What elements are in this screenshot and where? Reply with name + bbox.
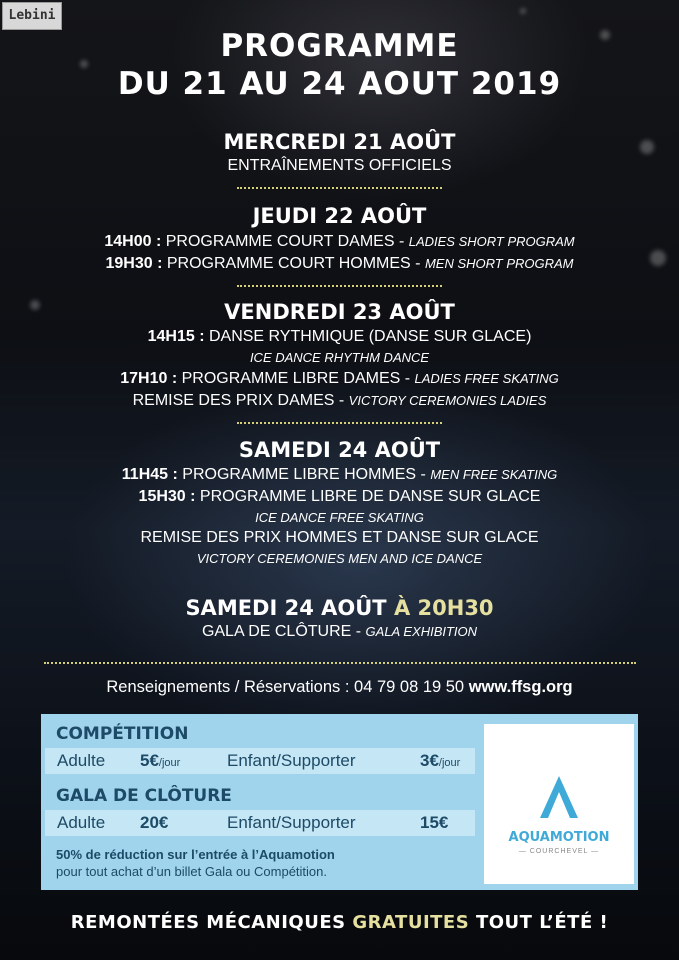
day-heading: JEUDI 22 AOÛT — [252, 204, 427, 228]
schedule-item — [0, 488, 679, 506]
item-fr: PROGRAMME LIBRE DE DANSE SUR GLACE — [199, 488, 541, 505]
item-fr: PROGRAMME COURT DAMES - — [165, 233, 405, 250]
item-time: 11H45 : — [121, 466, 178, 483]
contact-label: Renseignements / Réservations : 04 79 08 19 50 — [106, 678, 465, 696]
schedule-item-translation — [0, 509, 679, 527]
item-fr: DANSE RYTHMIQUE (DANSE SUR GLACE) — [208, 328, 532, 345]
aquamotion-logo-icon — [536, 774, 582, 820]
gala-pricing-heading: GALA DE CLÔTURE — [56, 786, 232, 806]
item-en: ICE DANCE FREE SKATING — [255, 510, 424, 525]
discount-note-text: pour tout achat d’un billet Gala ou Compétition. — [56, 864, 328, 879]
dotted-divider — [237, 422, 442, 424]
item-time: 14H15 : — [147, 328, 205, 345]
schedule-item — [0, 466, 679, 484]
schedule-item — [0, 370, 679, 388]
competition-heading: COMPÉTITION — [56, 724, 189, 744]
item-time: 15H30 : — [138, 488, 196, 505]
child-price: 3€/jour — [420, 751, 461, 770]
logo-name: AQUAMOTION — [508, 830, 610, 845]
schedule-item — [0, 529, 679, 547]
footer-banner — [0, 912, 679, 933]
child-price: 15€ — [420, 813, 449, 832]
day-heading: MERCREDI 21 AOÛT — [223, 130, 456, 154]
item-en: LADIES SHORT PROGRAM — [408, 234, 575, 249]
aquamotion-logo-box — [484, 724, 634, 884]
dotted-divider — [44, 662, 636, 664]
bokeh-light — [520, 8, 526, 14]
pricing-panel — [41, 714, 638, 890]
footer-text-2: TOUT L’ÉTÉ ! — [475, 912, 609, 933]
item-fr: PROGRAMME LIBRE HOMMES - — [182, 466, 426, 483]
item-en: VICTORY CEREMONIES MEN AND ICE DANCE — [196, 551, 483, 566]
schedule-item — [0, 233, 679, 251]
item-en: ICE DANCE RHYTHM DANCE — [249, 350, 430, 365]
dotted-divider — [237, 187, 442, 189]
contact-info — [0, 678, 679, 697]
competition-price-row — [45, 748, 475, 774]
schedule-item — [0, 392, 679, 410]
item-en: GALA EXHIBITION — [365, 624, 478, 639]
schedule-item — [0, 328, 679, 346]
child-label: Enfant/Supporter — [227, 813, 356, 832]
schedule-item — [0, 623, 679, 641]
schedule-item — [0, 255, 679, 273]
page-subtitle: DU 21 AU 24 AOUT 2019 — [117, 66, 562, 102]
schedule-item-translation — [0, 349, 679, 367]
day-heading: SAMEDI 24 AOÛT — [238, 438, 441, 462]
item-en: LADIES FREE SKATING — [414, 371, 559, 386]
day-heading: SAMEDI 24 AOÛT — [185, 596, 387, 620]
discount-note-bold: 50% de réduction sur l’entrée à l’Aquamotion — [56, 847, 335, 862]
adult-price: 20€ — [140, 813, 169, 832]
item-fr: ENTRAÎNEMENTS OFFICIELS — [227, 157, 452, 174]
footer-highlight: GRATUITES — [352, 912, 470, 933]
item-en: MEN FREE SKATING — [430, 467, 558, 482]
footer-text-1: REMONTÉES MÉCANIQUES — [70, 912, 346, 933]
dotted-divider — [237, 285, 442, 287]
gala-heading — [0, 596, 679, 620]
child-label: Enfant/Supporter — [227, 751, 356, 770]
schedule-item — [0, 157, 679, 175]
logo-subtitle: — COURCHEVEL — — [518, 848, 600, 855]
item-en: VICTORY CEREMONIES LADIES — [348, 393, 547, 408]
item-fr: PROGRAMME COURT HOMMES - — [166, 255, 421, 272]
page-title: PROGRAMME — [220, 28, 459, 64]
item-time: 17H10 : — [120, 370, 178, 387]
item-fr: PROGRAMME LIBRE DAMES - — [181, 370, 411, 387]
item-time: 19H30 : — [105, 255, 163, 272]
discount-note — [56, 846, 335, 880]
item-en: MEN SHORT PROGRAM — [424, 256, 574, 271]
schedule-item-translation — [0, 550, 679, 568]
gala-price-row — [45, 810, 475, 836]
gala-time: À 20H30 — [393, 596, 494, 620]
website-link[interactable]: www.ffsg.org — [468, 678, 573, 696]
adult-price: 5€/jour — [140, 751, 181, 770]
item-time: 14H00 : — [104, 233, 162, 250]
day-heading: VENDREDI 23 AOÛT — [224, 300, 455, 324]
item-fr: REMISE DES PRIX DAMES - — [132, 392, 345, 409]
item-fr: REMISE DES PRIX HOMMES ET DANSE SUR GLACE — [140, 529, 539, 546]
item-fr: GALA DE CLÔTURE - — [201, 623, 362, 640]
watermark-label: Lebini — [2, 2, 62, 30]
adult-label: Adulte — [57, 813, 106, 832]
adult-label: Adulte — [57, 751, 106, 770]
